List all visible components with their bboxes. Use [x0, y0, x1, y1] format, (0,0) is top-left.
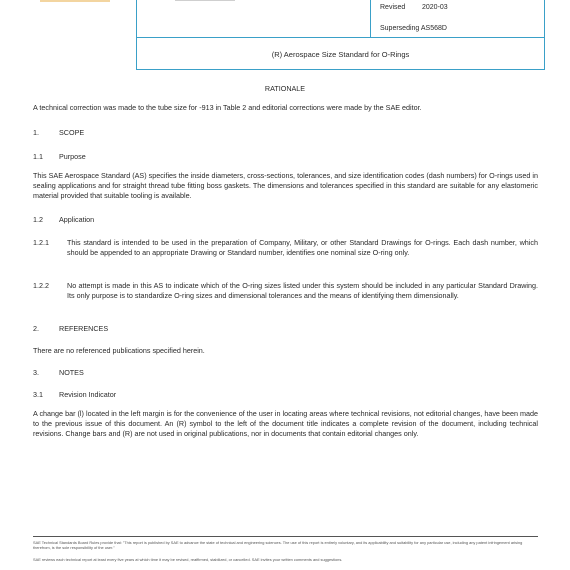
document-title: (R) Aerospace Size Standard for O-Rings — [271, 50, 410, 59]
header-divider-vertical — [370, 0, 371, 37]
section-3-1-number: 3.1 — [33, 390, 43, 399]
section-1-title: SCOPE — [59, 128, 85, 137]
footer-review-note: SAE reviews each technical report at least every five years at which time it may be revised, reaffirmed, stabilized, or cancelled. SAE invites your written comments and suggestions. — [33, 557, 343, 562]
section-3-1-text: A change bar (l) located in the left margin is for the convenience of the user in locating areas where technical revisions, not editorial changes, have been made to the previous issue of this document. An (R) symbol to the left of the document title indicates a complete revision of the document, including technical revisions. Change bars and (R) are not used in original publications, nor in documents that contain editorial changes only. — [33, 409, 538, 438]
section-1-2-title: Application — [59, 215, 95, 224]
section-1-number: 1. — [33, 128, 39, 137]
section-1-2-2-text: No attempt is made in this AS to indicate which of the O-ring sizes listed under this system should be included in any particular Standard Drawing. Its only purpose is to standardize O-ring sizes and dimensional tolerances and the means of identifying them dimensionally. — [67, 281, 538, 300]
section-2-text: There are no referenced publications specified herein. — [33, 346, 205, 355]
section-3-1-title: Revision Indicator — [59, 390, 117, 399]
section-1-2-1-number: 1.2.1 — [33, 238, 49, 247]
section-3-number: 3. — [33, 368, 39, 377]
revised-row — [380, 4, 448, 11]
footer-rule — [33, 536, 538, 537]
section-1-2-number: 1.2 — [33, 215, 43, 224]
section-1-2-2-number: 1.2.2 — [33, 281, 49, 290]
rationale-heading: RATIONALE — [264, 84, 306, 93]
section-1-1-text: This SAE Aerospace Standard (AS) specifies the inside diameters, cross-sections, tolerances, and size identification codes (dash numbers) for O-rings used in sealing applications and for straight thread tube fitting boss gaskets. The dimensions and tolerances specified in this standard are suitable for any elastomeric material provided that suitable tooling is available. — [33, 171, 538, 200]
header-box — [136, 0, 545, 70]
header-divider-horizontal — [136, 37, 545, 38]
sae-logo — [40, 0, 110, 2]
section-1-1-number: 1.1 — [33, 152, 43, 161]
section-2-title: REFERENCES — [59, 324, 109, 333]
section-1-1-title: Purpose — [59, 152, 86, 161]
superseding-note: Superseding AS568D — [380, 25, 447, 32]
section-2-number: 2. — [33, 324, 39, 333]
section-3-title: NOTES — [59, 368, 84, 377]
footer-disclaimer: SAE Technical Standards Board Rules provide that: "This report is published by SAE to advance the state of technical and engineering sciences. The use of this report is entirely voluntary, and its applicability and suitability for any particular use, including any patent infringement arising therefrom, is the sole responsibility of the user." — [33, 540, 523, 550]
section-1-2-1-text: This standard is intended to be used in the preparation of Company, Military, or other Standard Drawings for O-rings. Each dash number, which should be appended to an appropriate Drawing or Standard number, identifies one nominal size O-ring only. — [67, 238, 538, 257]
rationale-text: A technical correction was made to the tube size for -913 in Table 2 and editorial corrections were made by the SAE editor. — [33, 103, 422, 112]
revised-date: 2020-03 — [422, 4, 448, 11]
revised-label: Revised — [380, 4, 406, 11]
